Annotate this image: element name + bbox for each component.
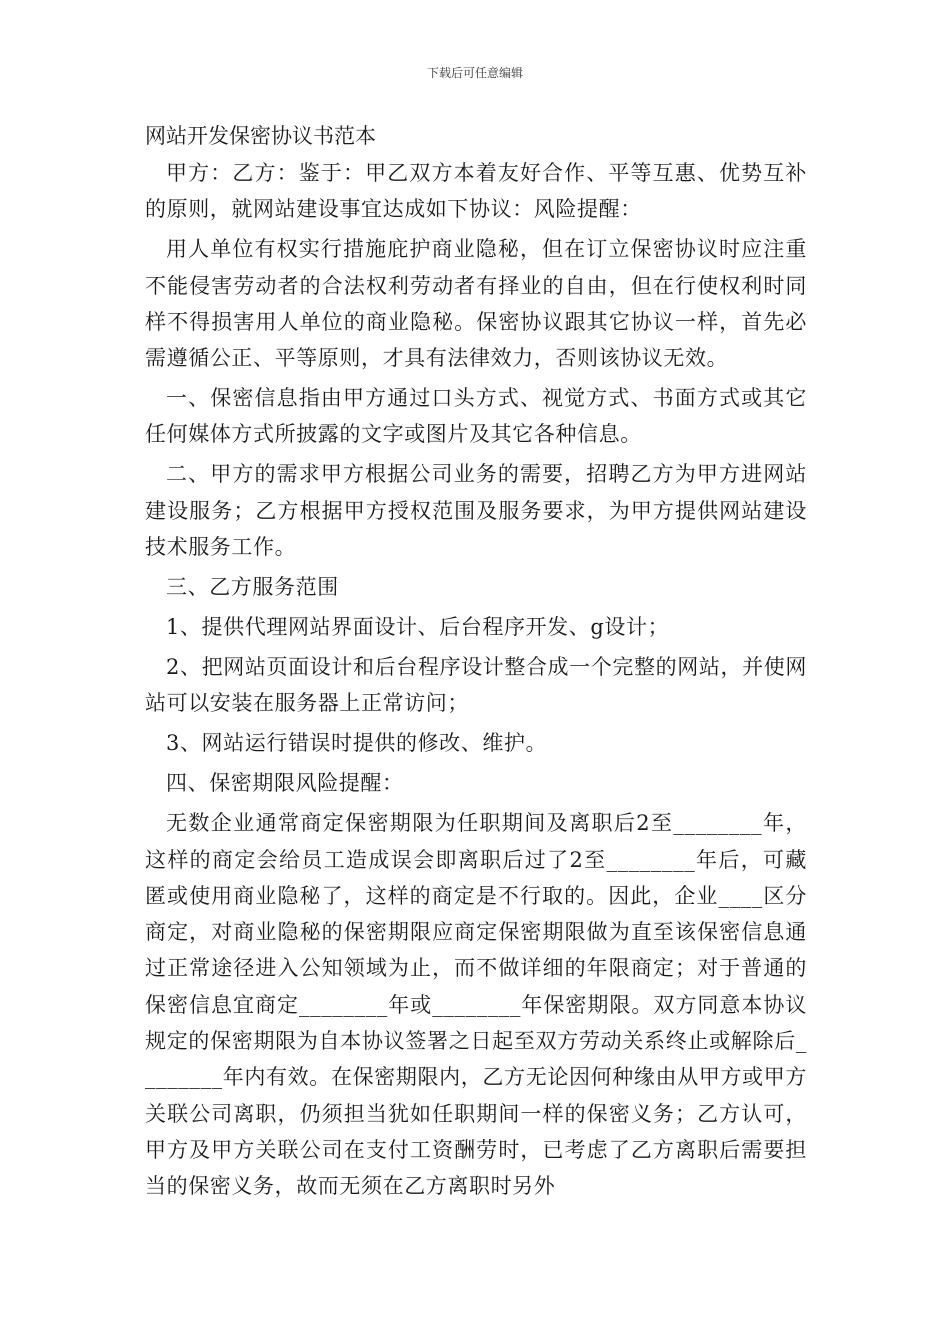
paragraph-parties: 甲方：乙方：鉴于：甲乙双方本着友好合作、平等互惠、优势互补的原则，就网站建设事宜达成如下协议：风险提醒： [145, 161, 807, 222]
header-note: 下载后可任意编辑 [426, 66, 523, 80]
paragraph-service-item-2: 2、把网站页面设计和后台程序设计整合成一个完整的网站，并使网站可以安装在服务器上正常访问； [145, 654, 807, 716]
paragraph-service-item-1: 1、提供代理网站界面设计、后台程序开发、g设计； [166, 615, 670, 639]
paragraph-clause-4-heading: 四、保密期限风险提醒： [166, 771, 404, 796]
paragraph-clause-2: 二、甲方的需求甲方根据公司业务的需要，招聘乙方为甲方进网站建设服务；乙方根据甲方授权范围及服务要求，为甲方提供网站建设技术服务工作。 [145, 462, 807, 560]
paragraph-service-item-3: 3、网站运行错误时提供的修改、维护。 [166, 731, 548, 756]
document-title: 网站开发保密协议书范本 [145, 124, 376, 148]
paragraph-risk-note: 用人单位有权实行措施庇护商业隐秘，但在订立保密协议时应注重不能侵害劳动者的合法权利劳动者有择业的自由，但在行使权利时同样不得损害用人单位的商业隐秘。保密协议跟其它协议一样，首先必需遵循公正、平等原则，才具有法律效力，否则该协议无效。 [145, 237, 807, 371]
paragraph-confidentiality-period: 无数企业通常商定保密期限为任职期间及离职后2至________年，这样的商定会给员工造成误会即离职后过了2至________年后，可藏匿或使用商业隐秘了，这样的商定是不行取的。因此，企业____区分商定，对商业隐秘的保密期限应商定保密期限做为直至该保密信息通过正常途径进入公知领域为止，而不做详细的年限商定；对于普通的保密信息宜商定________年或________年保密期限。双方同意本协议规定的保密期限为自本协议签署之日起至双方劳动关系终止或解除后________年内有效。在保密期限内，乙方无论因何种缘由从甲方或甲方关联公司离职，仍须担当犹如任职期间一样的保密义务；乙方认可，甲方及甲方关联公司在支付工资酬劳时，已考虑了乙方离职后需要担当的保密义务，故而无须在乙方离职时另外 [145, 811, 807, 1199]
document-body [145, 155, 807, 1208]
paragraph-clause-1: 一、保密信息指由甲方通过口头方式、视觉方式、书面方式或其它任何媒体方式所披露的文字或图片及其它各种信息。 [145, 386, 807, 447]
paragraph-clause-3-heading: 三、乙方服务范围 [166, 575, 339, 600]
